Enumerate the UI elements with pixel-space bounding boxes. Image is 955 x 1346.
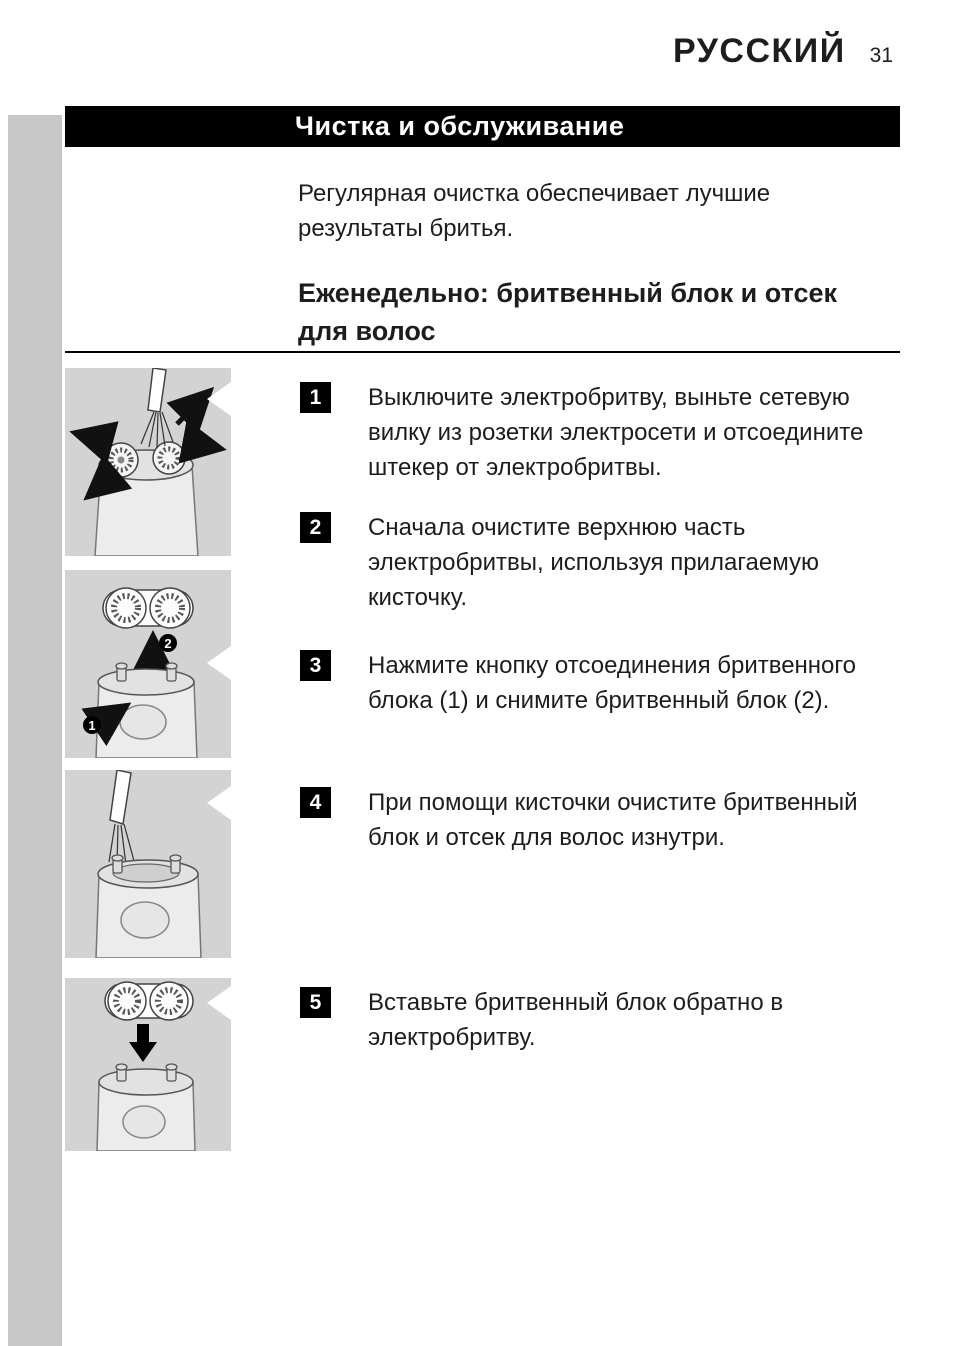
section-subtitle: Еженедельно: бритвенный блок и отсек для волос: [298, 278, 837, 346]
step-text: Сначала очистите верхнюю часть электробритвы, используя прилагаемую кисточку.: [368, 514, 820, 611]
left-margin-strip: [8, 115, 62, 1346]
figure-reattach-shaving-unit: [65, 978, 231, 1151]
step-number-badge: 3: [300, 650, 331, 681]
intro-paragraph: Регулярная очистка обеспечивает лучшие результаты бритья.: [298, 180, 771, 242]
figure-pointer-notch: [207, 382, 231, 416]
figure-pointer-notch: [207, 786, 231, 820]
step-4: [300, 785, 904, 855]
step-number-badge: 5: [300, 987, 331, 1018]
figure-pointer-notch: [207, 986, 231, 1020]
step-2: [300, 510, 904, 615]
step-text: Вставьте бритвенный блок обратно в электробритву.: [368, 989, 784, 1051]
step-text: Выключите электробритву, выньте сетевую вилку из розетки электросети и отсоедините штекер от электробритвы.: [368, 384, 864, 481]
down-arrow-icon: [129, 1024, 157, 1062]
figure-brush-clean-chamber: [65, 770, 231, 958]
step-5: [300, 985, 904, 1055]
figure-clean-shaver-top: [65, 368, 231, 556]
section-title-bar: [65, 106, 900, 147]
page-number: 31: [869, 44, 893, 67]
page-header: [673, 32, 893, 71]
figure-pointer-notch: [207, 646, 231, 680]
subtitle-divider: [65, 351, 900, 353]
step-number-badge: 1: [300, 382, 331, 413]
step-text: При помощи кисточки очистите бритвенный блок и отсек для волос изнутри.: [368, 789, 858, 851]
step-number-badge: 2: [300, 512, 331, 543]
section-title: Чистка и обслуживание: [295, 111, 625, 141]
language-title: РУССКИЙ: [673, 32, 846, 70]
step-number-badge: 4: [300, 787, 331, 818]
step-3: [300, 648, 904, 718]
step-text: Нажмите кнопку отсоединения бритвенного блока (1) и снимите бритвенный блок (2).: [368, 652, 856, 714]
callout-1-release-button: 1: [88, 718, 96, 733]
figure-detach-shaving-unit: [65, 570, 231, 758]
step-1: [300, 380, 904, 485]
callout-2-shaving-unit: 2: [164, 636, 172, 651]
